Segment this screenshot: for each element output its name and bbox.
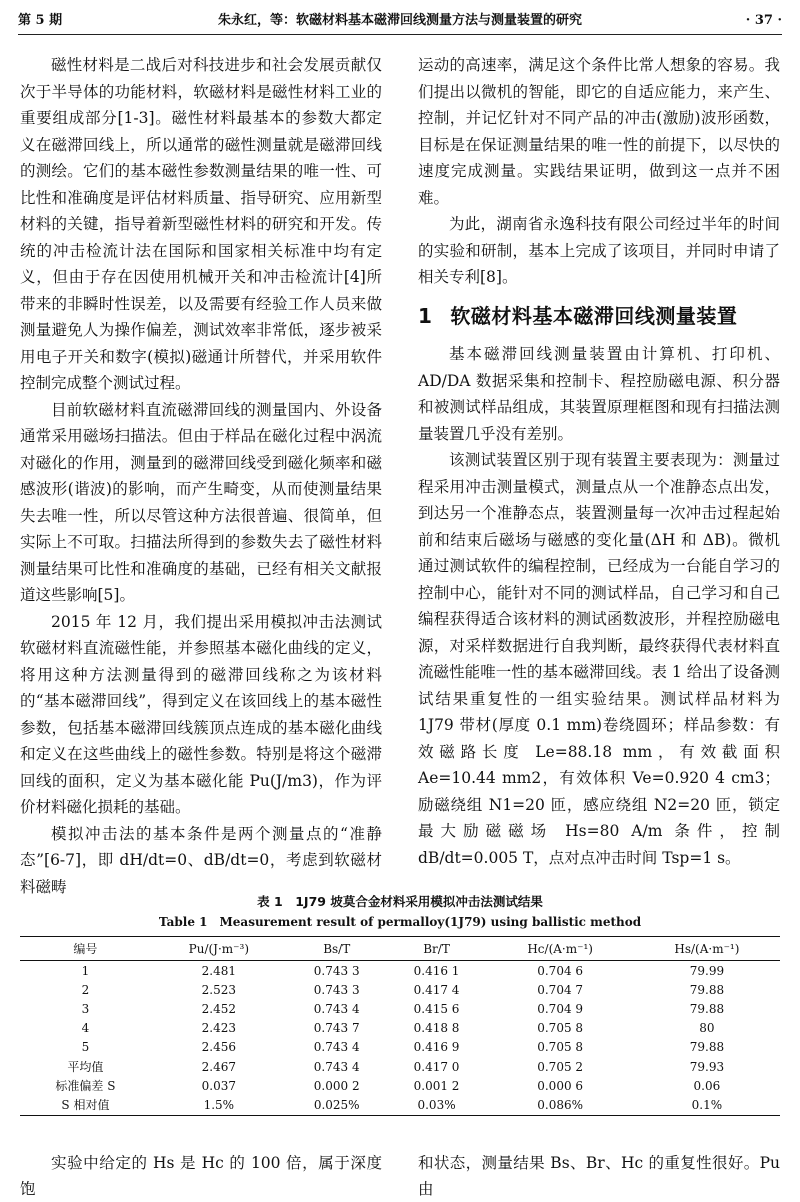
header-cell: 编号 (20, 937, 151, 961)
section-title: 软磁材料基本磁滞回线测量装置 (450, 303, 738, 328)
paragraph: 运动的高速率，满足这个条件比常人想象的容易。我们提出以微机的智能，即它的自适应能力，来产生、控制，并记忆针对不同产品的冲击(激励)波形函数，目标是在保证测量结果的唯一性的前提下，以尽快的速度完成测量。实践结果证明，做到这一点并不困难。 (418, 56, 780, 207)
bottom-left-text: 实验中给定的 Hs 是 Hc 的 100 倍，属于深度饱 (20, 1154, 382, 1198)
table-cell: 0.001 2 (413, 1078, 460, 1093)
header-cell: Hc/(A·m⁻¹) (486, 937, 633, 961)
table-cell: 0.705 2 (537, 1059, 584, 1074)
table-cell: 0.416 9 (413, 1040, 460, 1055)
header-cell: Pu/(J·m⁻³) (151, 937, 287, 961)
table-cell: 2.423 (201, 1021, 236, 1036)
table-row (20, 1038, 780, 1057)
table-cell: 0.025% (287, 1095, 387, 1115)
table-cell: 2.452 (201, 1001, 236, 1016)
table-cell: 2.481 (201, 963, 236, 978)
table-cell: 0.743 4 (313, 1040, 360, 1055)
table-cell: 0.415 6 (413, 1001, 460, 1016)
table-cell: 0.743 7 (313, 1021, 360, 1036)
right-column (418, 52, 780, 871)
table-cell: 4 (81, 1021, 90, 1036)
left-column (20, 52, 382, 900)
table-cell: 0.086% (486, 1095, 633, 1115)
header-cell: Hs/(A·m⁻¹) (634, 937, 780, 961)
table-row (20, 1019, 780, 1038)
table-cell: 0.704 9 (537, 1001, 584, 1016)
table-cell: 0.743 4 (313, 1001, 360, 1016)
table-cell: 80 (699, 1021, 715, 1036)
paragraph: 磁性材料是二战后对科技进步和社会发展贡献仅次于半导体的功能材料，软磁材料是磁性材料工业的重要组成部分[1-3]。磁性材料最基本的参数大都定义在磁滞回线上，所以通常的磁性测量就是磁滞回线的测绘。它们的基本磁性参数测量结果的唯一性、可比性和准确度是评估材料质量、指导研究、应用新型材料的关键，指导着新型磁性材料的研究和开发。传统的冲击检流计法在国际和国家相关标准中均有定义，但由于存在因使用机械开关和冲击检流计[4]所带来的非瞬时性误差，以及需要有经验工作人员来做测量避免人为操作偏差，测试效率非常低，逐步被采用电子开关和数字(模拟)磁通计所替代，并采用软件控制完成整个测试过程。 (20, 56, 382, 392)
running-header (18, 8, 782, 35)
table-cell: 0.06 (693, 1078, 721, 1093)
table-row (20, 1095, 780, 1115)
table-cell: 0.743 3 (313, 963, 360, 978)
table-cell: 0.000 6 (537, 1078, 584, 1093)
table-row (20, 980, 780, 999)
table-cell: 标准偏差 S (55, 1079, 116, 1094)
table-cell: 0.417 0 (413, 1059, 460, 1074)
table-cell: 5 (81, 1040, 90, 1055)
running-title: 朱永红，等：软磁材料基本磁滞回线测量方法与测量装置的研究 (217, 13, 582, 28)
paragraph: 该测试装置区别于现有装置主要表现为：测量过程采用冲击测量模式，测量点从一个准静态点出发，到达另一个准静态点，装置测量每一次冲击过程起始前和结束后磁场与磁感的变化量(ΔH 和 ΔB)。微机通过测试软件的编程控制，已经成为一台能自学习的控制中心，能针对不同的测试样品，自己学习和自己编程获得适合该材料的测试函数波形，并程控励磁电源，对采样数据进行自我判断，最终获得代表材料直流磁性能唯一性的基本磁滞回线。表 1 给出了设备测试结果重复性的一组实验结果。测试样品材料为 1J79 带材(厚度 0.1 mm)卷绕圆环；样品参数：有效磁路长度 Le=88.18 mm，有效截面积 Ae=10.44 mm2，有效体积 Ve=0.920 4 cm3；励磁绕组 N1=20 匝，感应绕组 N2=20 匝，锁定最大励磁磁场 Hs=80 A/m 条件，控制 dB/dt=0.005 T，点对点冲击时间 Tsp=1 s。 (418, 451, 780, 867)
table-cell: 2.523 (201, 982, 236, 997)
table-cell: 0.743 4 (313, 1059, 360, 1074)
table-row (20, 961, 780, 981)
table-cell: 0.417 4 (413, 982, 460, 997)
table-cell: 1 (81, 963, 90, 978)
table-cell: 0.704 6 (537, 963, 584, 978)
paragraph: 2015 年 12 月，我们提出采用模拟冲击法测试软磁材料直流磁性能，并参照基本磁化曲线的定义，将用这种方法测量得到的磁滞回线称之为该材料的“基本磁滞回线”，得到定义在该回线上的基本磁性参数，包括基本磁滞回线簇顶点连成的基本磁化曲线和定义在这些曲线上的磁性参数。特别是将这个磁滞回线的面积，定义为基本磁化能 Pu(J/m3)，作为评价材料磁化损耗的基础。 (20, 612, 382, 816)
table-cell: S 相对值 (20, 1095, 151, 1115)
table-cell: 2.456 (201, 1040, 236, 1055)
table-cell: 79.93 (689, 1059, 725, 1074)
table-cell: 0.1% (634, 1095, 780, 1115)
table-cell: 79.88 (689, 1001, 725, 1016)
section-number: 1 (418, 303, 433, 328)
results-table (20, 936, 780, 1116)
section-heading (418, 303, 780, 330)
table-cell: 0.705 8 (537, 1021, 584, 1036)
table-row (20, 1076, 780, 1095)
table-header-row (20, 937, 780, 961)
paragraph: 为此，湖南省永逸科技有限公司经过半年的时间的实验和研制，基本上完成了该项目，并同时申请了相关专利[8]。 (418, 215, 780, 286)
table-row (20, 1057, 780, 1076)
table-cell: 0.037 (201, 1078, 236, 1093)
paragraph: 目前软磁材料直流磁滞回线的测量国内、外设备通常采用磁场扫描法。但由于样品在磁化过程中涡流对磁化的作用，测量到的磁滞回线受到磁化频率和磁感波形(谐波)的影响，而产生畸变，从而使测量结果失去唯一性，所以尽管这种方法很普遍、很简单，但实际上不可取。扫描法所得到的参数失去了磁性材料测量结果可比性和准确度的基础，已经有相关文献报道这些影响[5]。 (20, 400, 382, 604)
table-cell: 3 (81, 1001, 90, 1016)
page-number: · 37 · (745, 13, 782, 28)
bottom-right-text: 和状态，测量结果 Bs、Br、Hc 的重复性很好。Pu 由 (418, 1154, 780, 1198)
table-cell: 2.467 (201, 1059, 236, 1074)
table-row (20, 999, 780, 1018)
table-cell: 79.88 (689, 1040, 725, 1055)
table-cell: 平均值 (67, 1060, 104, 1075)
issue-number: 第 5 期 (18, 13, 63, 28)
table-cell: 0.416 1 (413, 963, 460, 978)
table-cell: 0.000 2 (313, 1078, 360, 1093)
paragraph: 模拟冲击法的基本条件是两个测量点的“准静态”[6-7]，即 dH/dt=0、dB/dt=0，考虑到软磁材料磁畴 (20, 824, 382, 896)
table-cell: 1.5% (151, 1095, 287, 1115)
table-cell: 79.88 (689, 982, 725, 997)
table-cell: 2 (81, 982, 90, 997)
results-table-block (20, 892, 780, 1116)
header-cell: Bs/T (287, 937, 387, 961)
paragraph: 基本磁滞回线测量装置由计算机、打印机、AD/DA 数据采集和控制卡、程控励磁电源、积分器和被测试样品组成，其装置原理框图和现有扫描法测量装置几乎没有差别。 (418, 345, 780, 443)
table-cell: 0.418 8 (413, 1021, 460, 1036)
table-cell: 79.99 (689, 963, 725, 978)
table-cell: 0.743 3 (313, 982, 360, 997)
table-cell: 0.704 7 (537, 982, 584, 997)
table-caption-en: Table 1 Measurement result of permalloy(1J79) using ballistic method (158, 915, 642, 929)
table-caption-cn: 表 1 1J79 坡莫合金材料采用模拟冲击法测试结果 (257, 894, 543, 909)
table-cell: 0.705 8 (537, 1040, 584, 1055)
table-cell: 0.03% (387, 1095, 487, 1115)
header-cell: Br/T (387, 937, 487, 961)
